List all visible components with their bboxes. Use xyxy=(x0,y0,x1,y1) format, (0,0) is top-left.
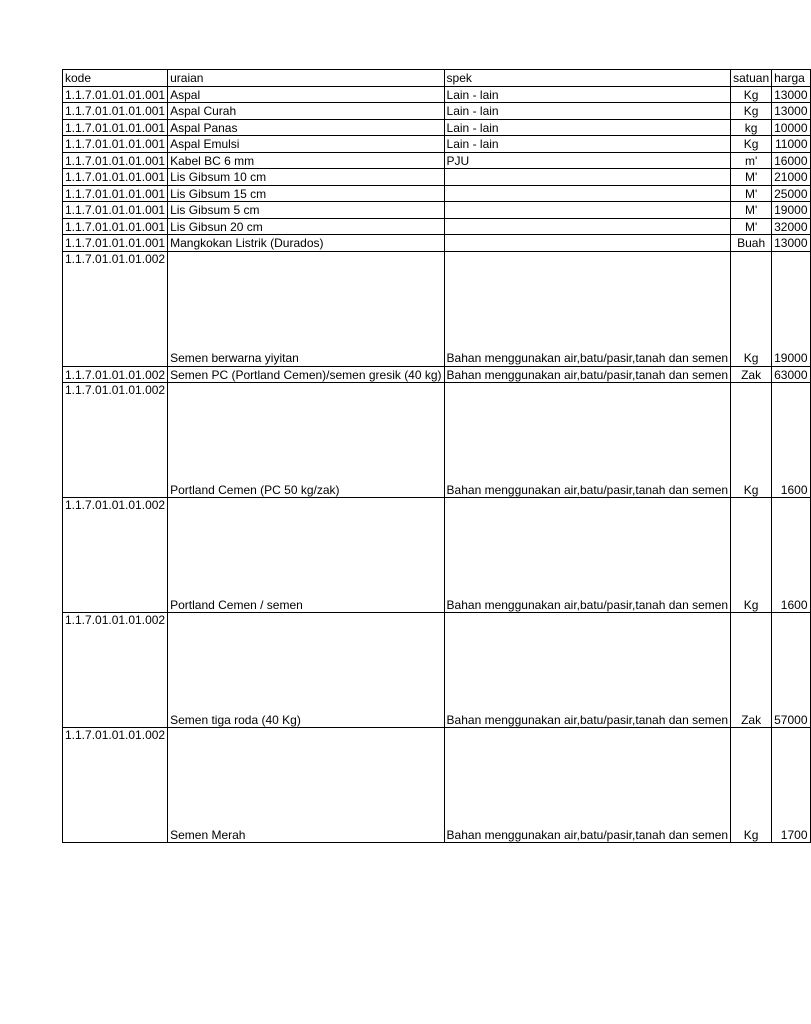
cell-uraian: Semen berwarna yiyitan xyxy=(168,251,444,366)
cell-satuan: Kg xyxy=(731,103,772,120)
cell-spek: Bahan menggunakan air,batu/pasir,tanah dan semen xyxy=(444,498,731,613)
cell-kode: 1.1.7.01.01.01.002 xyxy=(63,251,168,366)
table-row xyxy=(63,728,811,843)
table-row xyxy=(63,251,811,366)
price-table xyxy=(62,69,811,843)
cell-kode: 1.1.7.01.01.01.002 xyxy=(63,728,168,843)
cell-kode: 1.1.7.01.01.01.001 xyxy=(63,169,168,186)
cell-kode: 1.1.7.01.01.01.002 xyxy=(63,383,168,498)
cell-kode: 1.1.7.01.01.01.001 xyxy=(63,136,168,153)
cell-spek xyxy=(444,169,731,186)
table-row xyxy=(63,383,811,498)
cell-uraian: Semen tiga roda (40 Kg) xyxy=(168,613,444,728)
cell-kode: 1.1.7.01.01.01.001 xyxy=(63,152,168,169)
cell-satuan: Kg xyxy=(731,498,772,613)
cell-spek: Bahan menggunakan air,batu/pasir,tanah dan semen xyxy=(444,613,731,728)
cell-satuan: Kg xyxy=(731,728,772,843)
cell-uraian: Aspal Curah xyxy=(168,103,444,120)
cell-harga: 32000 xyxy=(772,218,810,235)
cell-spek: PJU xyxy=(444,152,731,169)
cell-satuan: Zak xyxy=(731,613,772,728)
cell-uraian: Portland Cemen (PC 50 kg/zak) xyxy=(168,383,444,498)
cell-harga: 19000 xyxy=(772,202,810,219)
cell-spek: Bahan menggunakan air,batu/pasir,tanah dan semen xyxy=(444,251,731,366)
cell-kode: 1.1.7.01.01.01.001 xyxy=(63,86,168,103)
cell-spek: Lain - lain xyxy=(444,103,731,120)
cell-spek xyxy=(444,202,731,219)
cell-satuan: Kg xyxy=(731,136,772,153)
cell-harga: 25000 xyxy=(772,185,810,202)
cell-spek xyxy=(444,218,731,235)
cell-harga: 10000 xyxy=(772,119,810,136)
cell-harga: 11000 xyxy=(772,136,810,153)
cell-harga: 19000 xyxy=(772,251,810,366)
cell-uraian: Aspal Panas xyxy=(168,119,444,136)
cell-spek: Lain - lain xyxy=(444,136,731,153)
cell-uraian: Mangkokan Listrik (Durados) xyxy=(168,235,444,252)
cell-uraian: Portland Cemen / semen xyxy=(168,498,444,613)
cell-satuan: M' xyxy=(731,202,772,219)
table-row xyxy=(63,613,811,728)
cell-kode: 1.1.7.01.01.01.002 xyxy=(63,613,168,728)
table-row xyxy=(63,366,811,383)
header-row xyxy=(63,70,811,87)
cell-satuan: Kg xyxy=(731,86,772,103)
cell-spek xyxy=(444,235,731,252)
table-row xyxy=(63,202,811,219)
table-row xyxy=(63,119,811,136)
cell-harga: 13000 xyxy=(772,86,810,103)
table-row xyxy=(63,152,811,169)
cell-uraian: Aspal xyxy=(168,86,444,103)
table-body xyxy=(63,70,811,843)
cell-spek: Bahan menggunakan air,batu/pasir,tanah dan semen xyxy=(444,366,731,383)
header-spek: spek xyxy=(444,70,731,87)
cell-harga: 16000 xyxy=(772,152,810,169)
cell-uraian: Semen PC (Portland Cemen)/semen gresik (40 kg) xyxy=(168,366,444,383)
cell-spek: Lain - lain xyxy=(444,119,731,136)
cell-harga: 63000 xyxy=(772,366,810,383)
cell-kode: 1.1.7.01.01.01.001 xyxy=(63,202,168,219)
cell-kode: 1.1.7.01.01.01.001 xyxy=(63,103,168,120)
cell-uraian: Lis Gibsum 5 cm xyxy=(168,202,444,219)
cell-spek: Lain - lain xyxy=(444,86,731,103)
cell-satuan: M' xyxy=(731,169,772,186)
cell-kode: 1.1.7.01.01.01.001 xyxy=(63,185,168,202)
cell-satuan: Zak xyxy=(731,366,772,383)
cell-kode: 1.1.7.01.01.01.001 xyxy=(63,235,168,252)
table-row xyxy=(63,169,811,186)
table-row xyxy=(63,136,811,153)
cell-uraian: Lis Gibsun 20 cm xyxy=(168,218,444,235)
cell-harga: 1700 xyxy=(772,728,810,843)
cell-kode: 1.1.7.01.01.01.002 xyxy=(63,366,168,383)
cell-harga: 21000 xyxy=(772,169,810,186)
cell-harga: 13000 xyxy=(772,103,810,120)
cell-satuan: Buah xyxy=(731,235,772,252)
table-row xyxy=(63,498,811,613)
table-row xyxy=(63,185,811,202)
cell-uraian: Semen Merah xyxy=(168,728,444,843)
cell-satuan: m' xyxy=(731,152,772,169)
cell-satuan: M' xyxy=(731,218,772,235)
cell-uraian: Aspal Emulsi xyxy=(168,136,444,153)
cell-uraian: Lis Gibsum 15 cm xyxy=(168,185,444,202)
cell-kode: 1.1.7.01.01.01.001 xyxy=(63,218,168,235)
cell-spek xyxy=(444,185,731,202)
cell-harga: 57000 xyxy=(772,613,810,728)
cell-kode: 1.1.7.01.01.01.001 xyxy=(63,119,168,136)
table-row xyxy=(63,235,811,252)
header-kode: kode xyxy=(63,70,168,87)
table-row xyxy=(63,86,811,103)
cell-satuan: Kg xyxy=(731,383,772,498)
cell-harga: 1600 xyxy=(772,383,810,498)
cell-harga: 13000 xyxy=(772,235,810,252)
cell-satuan: kg xyxy=(731,119,772,136)
header-harga: harga xyxy=(772,70,810,87)
table-row xyxy=(63,103,811,120)
cell-kode: 1.1.7.01.01.01.002 xyxy=(63,498,168,613)
cell-satuan: M' xyxy=(731,185,772,202)
header-satuan: satuan xyxy=(731,70,772,87)
cell-harga: 1600 xyxy=(772,498,810,613)
table-row xyxy=(63,218,811,235)
cell-uraian: Kabel BC 6 mm xyxy=(168,152,444,169)
cell-uraian: Lis Gibsum 10 cm xyxy=(168,169,444,186)
cell-satuan: Kg xyxy=(731,251,772,366)
cell-spek: Bahan menggunakan air,batu/pasir,tanah dan semen xyxy=(444,728,731,843)
header-uraian: uraian xyxy=(168,70,444,87)
cell-spek: Bahan menggunakan air,batu/pasir,tanah dan semen xyxy=(444,383,731,498)
